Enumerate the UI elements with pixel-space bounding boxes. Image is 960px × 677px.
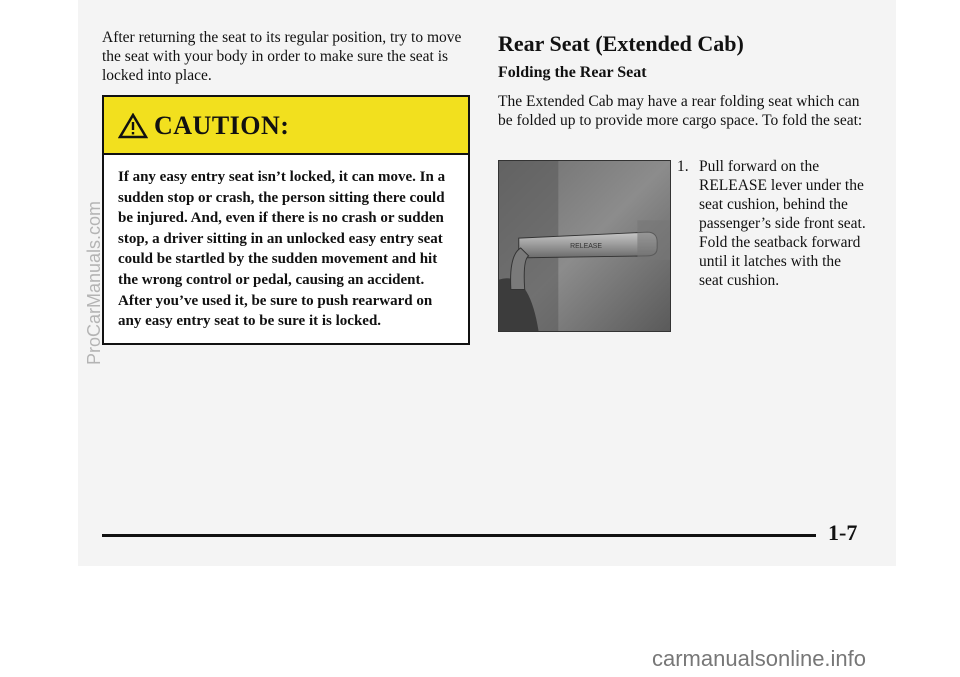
caution-text: If any easy entry seat isn’t locked, it can move. In a sudden stop or crash, the person sitting there could be injured. And, even if there is no crash or sudden stop, a driver sitting in an unlocked easy entry seat could be startled by the sudden movement and hit the wrong control or pedal, causing an accident. After you’ve used it, be sure to push rearward on any easy entry seat to be sure it is locked. <box>118 169 446 330</box>
caution-banner <box>104 97 468 155</box>
step-number: 1. <box>677 158 689 175</box>
photo-release-label: RELEASE <box>570 242 603 250</box>
release-lever-photo <box>498 160 671 332</box>
section-title: Rear Seat (Extended Cab) <box>498 31 744 56</box>
step-text: Pull forward on the RELEASE lever under the seat cushion, behind the passenger’s side front seat. Fold the seatback forward until it latches with the seat cushion. <box>699 158 866 289</box>
section-subtitle: Folding the Rear Seat <box>498 64 647 81</box>
page-number: 1-7 <box>828 520 858 545</box>
section-paragraph: The Extended Cab may have a rear folding seat which can be folded up to provide more cargo space. To fold the seat: <box>498 93 863 129</box>
bottom-watermark: carmanualsonline.info <box>652 646 867 671</box>
warning-triangle-icon <box>118 113 148 139</box>
intro-paragraph: After returning the seat to its regular position, try to move the seat with your body in order to make sure the seat is locked into place. <box>102 29 462 84</box>
footer-rule <box>102 534 816 537</box>
caution-title: CAUTION: <box>154 111 290 140</box>
caution-box <box>102 95 470 345</box>
side-watermark: ProCarManuals.com <box>84 200 104 365</box>
